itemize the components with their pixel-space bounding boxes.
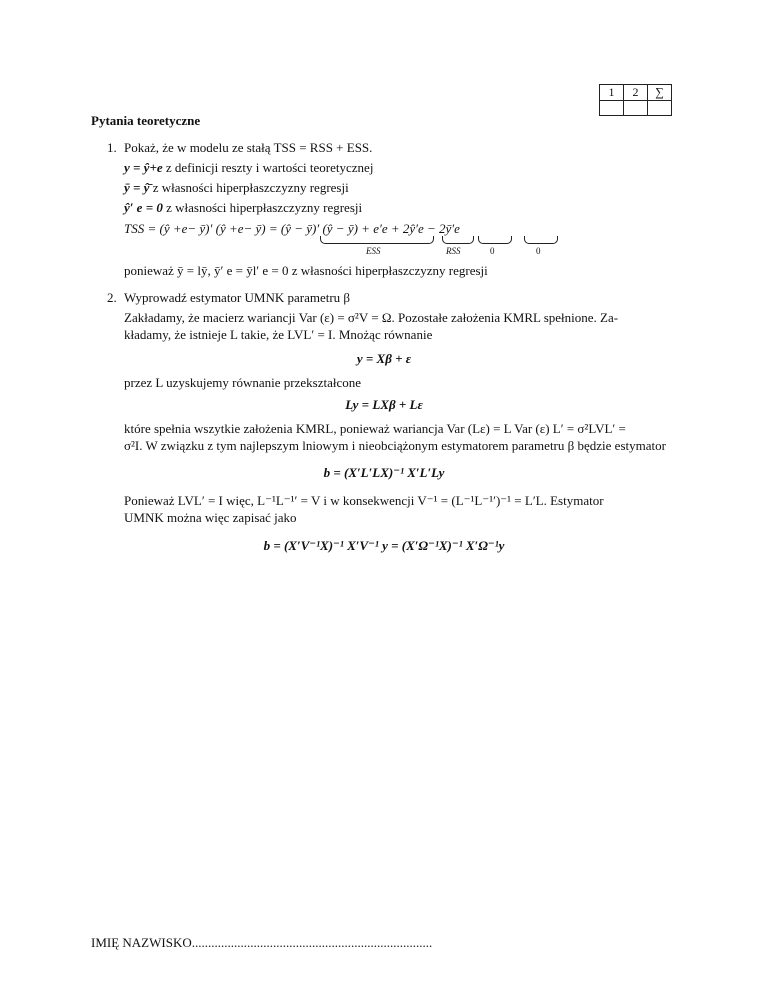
q1-line-1-math: y = ŷ+e: [124, 160, 163, 175]
q2-para3-line2: σ²I. W związku z tym najlepszym lniowym i nieobciążonym estymatorem parametru β będzie estymator: [124, 438, 666, 453]
q2-number: 2.: [107, 290, 117, 305]
q1-line-2: [124, 180, 349, 196]
score-cell-2: [624, 101, 648, 116]
score-cell-1: [600, 101, 624, 116]
score-header-1: 1: [600, 85, 624, 101]
name-field-line[interactable]: IMIĘ NAZWISKO..........................................................................: [91, 935, 433, 950]
q1-number: 1.: [107, 140, 117, 155]
q2-equation-2: Ly = LXβ + Lε: [345, 397, 423, 412]
underbrace-zero-2: [524, 236, 558, 244]
q1-line-1: [124, 160, 373, 176]
q2-para4-line2: UMNK można więc zapisać jako: [124, 510, 297, 525]
q1-line-2-text: z własności hiperpłaszczyzny regresji: [149, 180, 349, 195]
q2-para3-line1: które spełnia wszytkie założenia KMRL, ponieważ wariancja Var (Lε) = L Var (ε) L′ = σ²LVL′ =: [124, 421, 626, 436]
q1-because-line: ponieważ ȳ = lȳ, ȳ′ e = ȳl′ e = 0 z własności hiperpłaszczyzny regresji: [124, 263, 488, 278]
underbrace-ess-label: ESS: [366, 246, 381, 256]
q2-intro: Wyprowadź estymator UMNK parametru β: [124, 290, 351, 305]
underbrace-rss: [442, 236, 474, 244]
q2-equation-1: y = Xβ + ε: [356, 351, 412, 366]
q1-line-3: [124, 200, 362, 216]
score-cell-sum: [648, 101, 672, 116]
underbrace-zero-1-label: 0: [490, 246, 495, 256]
score-value-row: [600, 101, 672, 116]
q2-para2: przez L uzyskujemy równanie przekształcone: [124, 375, 362, 390]
score-header-row: [600, 85, 672, 101]
q2-equation-4: b = (X′V⁻¹X)⁻¹ X′V⁻¹ y = (X′Ω⁻¹X)⁻¹ X′Ω⁻¹y: [263, 538, 505, 553]
q2-para1-line1: Zakładamy, że macierz wariancji Var (ε) = σ²V = Ω. Pozostałe założenia KMRL spełnione. Za-: [124, 310, 619, 325]
underbrace-rss-label: RSS: [446, 246, 461, 256]
section-title: Pytania teoretyczne: [91, 113, 201, 128]
q2-para4-line1: Ponieważ LVL′ = I więc, L⁻¹L⁻¹′ = V i w konsekwencji V⁻¹ = (L⁻¹L⁻¹′)⁻¹ = L′L. Estymator: [124, 493, 604, 508]
q1-line-1-text: z definicji reszty i wartości teoretycznej: [162, 160, 374, 175]
score-header-2: 2: [624, 85, 648, 101]
q1-intro: Pokaż, że w modelu ze stałą TSS = RSS + ESS.: [124, 140, 373, 155]
q1-line-3-text: z własności hiperpłaszczyzny regresji: [162, 200, 363, 215]
underbrace-zero-1: [478, 236, 512, 244]
q1-tss-equation: TSS = (ŷ +e− ȳ)′ (ŷ +e− ȳ) = (ŷ − ȳ)′ (ŷ − ȳ) + e′e + 2ŷ′e − 2ȳ′e: [124, 221, 460, 236]
q2-para1-line2: kładamy, że istnieje L takie, że LVL′ = I. Mnożąc równanie: [124, 327, 433, 342]
q1-line-3-math: ŷ′ e = 0: [124, 200, 163, 215]
score-table: [599, 84, 672, 116]
q2-equation-3: b = (X′L′LX)⁻¹ X′L′Ly: [323, 465, 445, 480]
underbrace-ess: [320, 236, 434, 244]
q1-line-2-math: ȳ = ŷ̄: [124, 180, 150, 195]
underbrace-zero-2-label: 0: [536, 246, 541, 256]
score-header-sum: ∑: [648, 85, 672, 101]
